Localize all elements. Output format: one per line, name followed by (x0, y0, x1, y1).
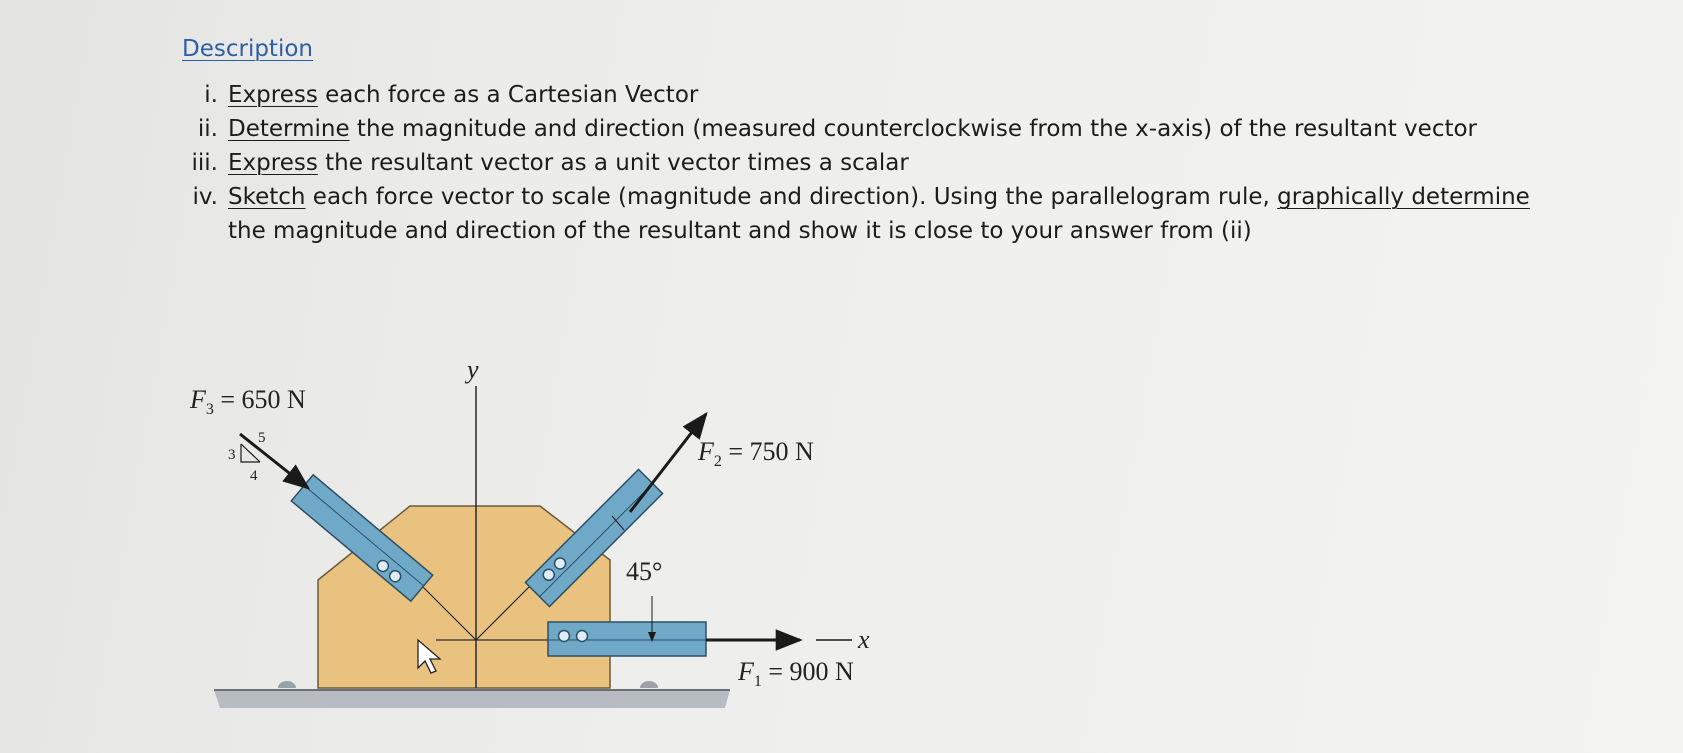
ground-bolt (278, 681, 296, 688)
slope-side-b: 4 (250, 468, 258, 484)
f3-value: = 650 N (213, 385, 306, 414)
f1-label (737, 657, 854, 690)
task-number: ii. (197, 116, 218, 142)
slope-hypotenuse-label: 5 (258, 430, 266, 446)
task-verb: Sketch (228, 184, 306, 210)
task-number: iii. (191, 150, 218, 176)
task-text: each force as a Cartesian Vector (317, 82, 699, 108)
f1-value: = 900 N (761, 657, 854, 686)
slope-side-a: 3 (228, 447, 236, 463)
task-number: i. (204, 82, 218, 108)
task-text: the resultant vector as a unit vector times a scalar (317, 150, 909, 176)
f3-subscript: 3 (205, 401, 214, 418)
f3-symbol: F (190, 385, 206, 414)
task-text: the magnitude and direction (measured counterclockwise from the x-axis) of the resultant vector (349, 116, 1478, 142)
x-axis-label: x (858, 625, 870, 654)
task-verb: Determine (228, 116, 350, 142)
f2-arrow (630, 414, 706, 512)
task-emphasis: graphically determine (1277, 184, 1530, 210)
task-text-continued: the magnitude and direction of the resultant and show it is close to your answer from (ii) (228, 218, 1252, 244)
f1-symbol: F (738, 657, 754, 686)
f3-label (189, 385, 306, 418)
f2-subscript: 2 (713, 453, 722, 470)
task-verb: Express (228, 82, 318, 108)
ground (214, 690, 730, 708)
f1-subscript: 1 (753, 673, 762, 690)
y-axis-label: y (467, 355, 479, 384)
angle-label: 45° (626, 557, 663, 586)
task-number: iv. (192, 184, 218, 210)
f2-symbol: F (698, 437, 714, 466)
member-f1 (548, 622, 706, 656)
ground-bolt (640, 681, 658, 688)
task-text: each force vector to scale (magnitude and direction). Using the parallelogram rule, (305, 184, 1278, 210)
f2-label (697, 437, 814, 470)
task-verb: Express (228, 150, 318, 176)
description-heading: Description (182, 36, 313, 62)
f2-value: = 750 N (721, 437, 814, 466)
